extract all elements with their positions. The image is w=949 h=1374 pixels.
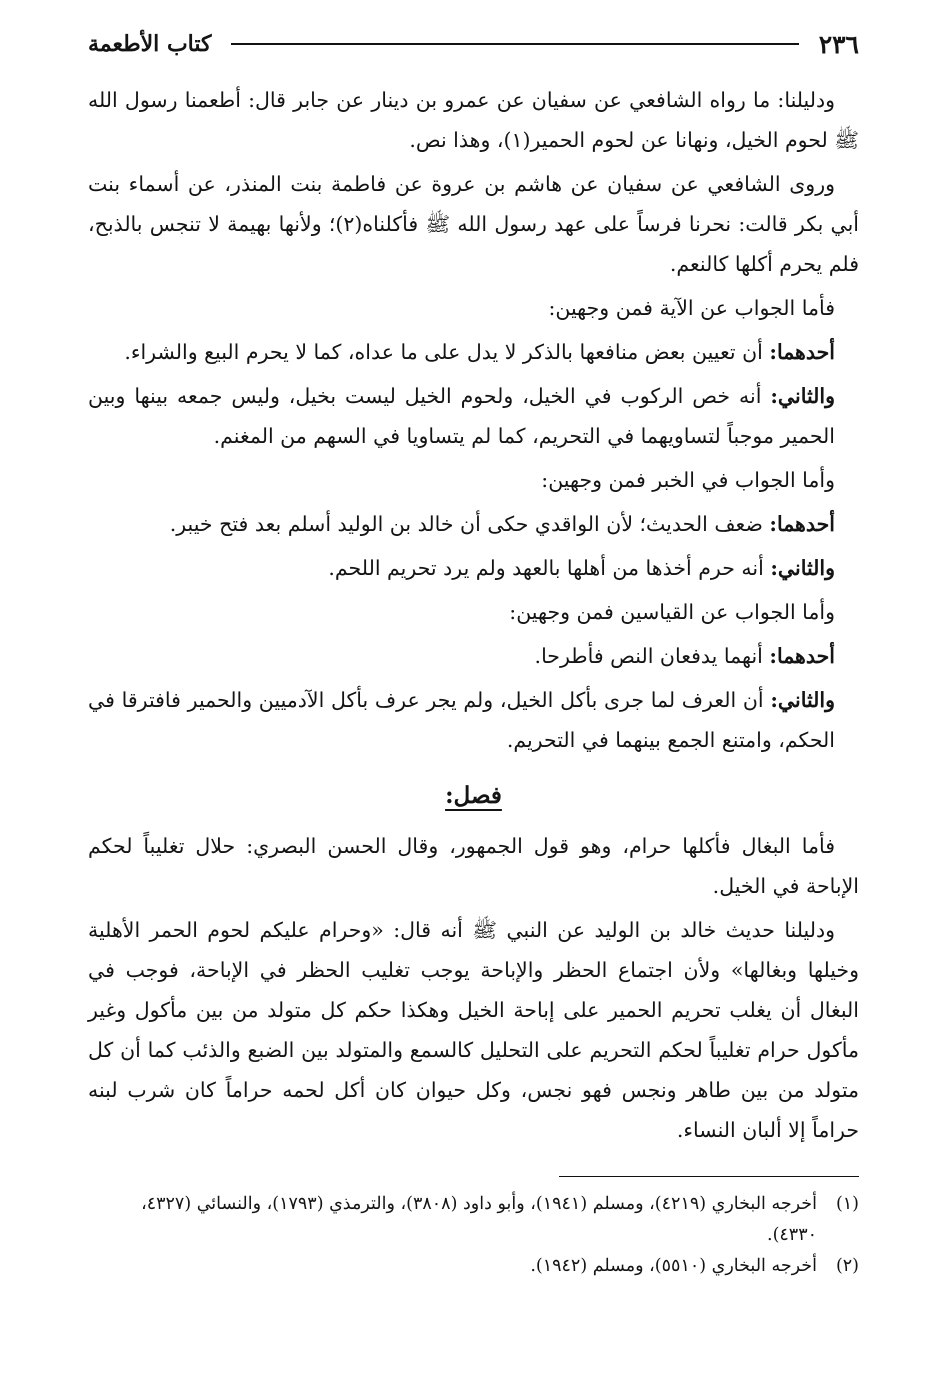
- paragraph-text: ودليلنا: ما رواه الشافعي عن سفيان عن عمرو بن دينار عن جابر قال: أطعمنا رسول الله ﷺ لحوم الخيل، ونهانا عن لحوم الحمير(١)، وهذا نص.: [88, 88, 859, 152]
- paragraph: [88, 636, 859, 676]
- header-rule: [231, 43, 798, 45]
- page-number: ٢٣٦: [818, 29, 859, 59]
- footnotes: [88, 1189, 859, 1282]
- footnote-text: أخرجه البخاري (٥٥١٠)، ومسلم (١٩٤٢).: [530, 1256, 817, 1276]
- paragraph-lead: أحدهما:: [769, 340, 835, 364]
- paragraph-lead: أحدهما:: [769, 644, 835, 668]
- paragraph: [88, 460, 859, 500]
- footnote: [88, 1189, 859, 1251]
- footnote-number: (٢): [835, 1256, 859, 1276]
- paragraph: [88, 80, 859, 160]
- footnote-text: أخرجه البخاري (٤٢١٩)، ومسلم (١٩٤١)، وأبو داود (٣٨٠٨)، والترمذي (١٧٩٣)، والنسائي (٤٣٢٧، ٤٣٣٠).: [141, 1194, 817, 1245]
- paragraph: [88, 826, 859, 906]
- paragraph: [88, 332, 859, 372]
- paragraph-text: ضعف الحديث؛ لأن الواقدي حكى أن خالد بن الوليد أسلم بعد فتح خيبر.: [169, 512, 763, 536]
- paragraph-lead: والثاني:: [770, 384, 835, 408]
- paragraph-text: فأما الجواب عن الآية فمن وجهين:: [548, 296, 835, 320]
- paragraph-text: فأما البغال فأكلها حرام، وهو قول الجمهور، وقال الحسن البصري: حلال تغليباً لحكم الإباحة في الخيل.: [88, 834, 859, 898]
- paragraph: [88, 910, 859, 1150]
- paragraph-lead: والثاني:: [770, 688, 835, 712]
- page-header: [88, 22, 859, 66]
- paragraph-text: وأما الجواب عن القياسين فمن وجهين:: [509, 600, 835, 624]
- paragraph-text: أن تعيين بعض منافعها بالذكر لا يدل على ما عداه، كما لا يحرم البيع والشراء.: [124, 340, 763, 364]
- paragraph-text: وأما الجواب في الخبر فمن وجهين:: [541, 468, 835, 492]
- paragraph: [88, 504, 859, 544]
- paragraph: [88, 288, 859, 328]
- paragraph: [88, 680, 859, 760]
- footnote: [88, 1251, 859, 1282]
- paragraph-text: أن العرف لما جرى بأكل الخيل، ولم يجر عرف بأكل الآدميين والحمير فافترقا في الحكم، وامتنع الجمع بينهما في التحريم.: [88, 688, 835, 752]
- paragraph-text: أنهما يدفعان النص فأطرحا.: [534, 644, 763, 668]
- paragraph: [88, 548, 859, 588]
- paragraph-text: أنه خص الركوب في الخيل، ولحوم الخيل ليست بخيل، وليس جمعه بينها وبين الحمير موجباً لتساويهما في التحريم، كما لم يتساويا في السهم من المغنم.: [88, 384, 835, 448]
- footnote-number: (١): [835, 1194, 859, 1214]
- paragraph-lead: أحدهما:: [769, 512, 835, 536]
- running-title: كتاب الأطعمة: [88, 31, 212, 57]
- paragraph-text: أنه حرم أخذها من أهلها بالعهد ولم يرد تحريم اللحم.: [328, 556, 764, 580]
- paragraph-text: ودليلنا حديث خالد بن الوليد عن النبي ﷺ أنه قال: «وحرام عليكم لحوم الحمر الأهلية وخيلها وبغالها» ولأن اجتماع الحظر والإباحة يوجب تغليب الحظر في الإباحة، فوجب في البغال أن يغلب تحريم الحمير على إباحة الخيل وهكذا حكم كل متولد من بين مأكول وغير مأكول حرام تغليباً لحكم التحريم على التحليل كالسمع والمتولد بين الضبع والذئب كما أن كل متولد من بين طاهر ونجس فهو نجس، وكل حيوان كان أكل لحمه حراماً كان شرب لبنه حراماً إلا ألبان النساء.: [88, 918, 859, 1142]
- section-heading: فصل:: [445, 782, 502, 809]
- paragraph: [88, 164, 859, 284]
- paragraph: [88, 376, 859, 456]
- paragraph-lead: والثاني:: [770, 556, 835, 580]
- main-text: [88, 80, 859, 1150]
- paragraph: [88, 592, 859, 632]
- footnote-separator: [559, 1176, 859, 1177]
- paragraph-text: وروى الشافعي عن سفيان عن هاشم بن عروة عن فاطمة بنت المنذر، عن أسماء بنت أبي بكر قالت: نحرنا فرساً على عهد رسول الله ﷺ فأكلناه(٢)؛ ولأنها بهيمة لا تنجس بالذبح، فلم يحرم أكلها كالنعم.: [88, 172, 859, 276]
